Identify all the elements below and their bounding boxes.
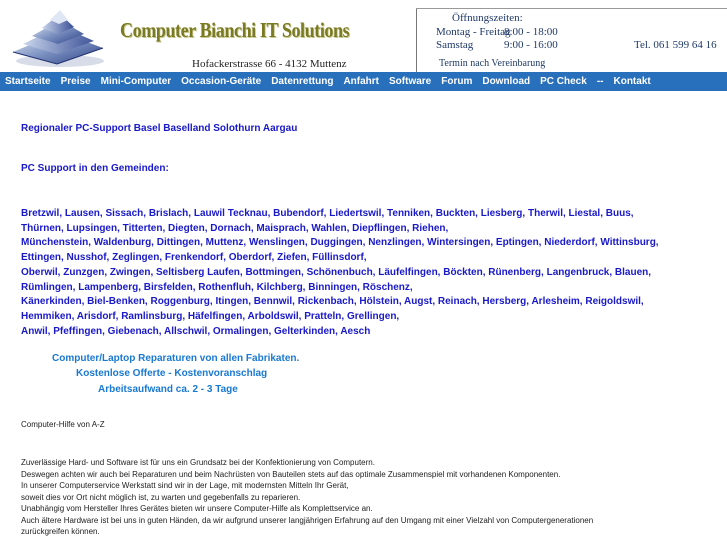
communes-line: Bretzwil, Lausen, Sissach, Brislach, Lauwil Tecknau, Bubendorf, Liedertswil, Tenniken, Buckten, Liesberg, Therwil, Liestal, Buus, (21, 208, 634, 219)
nav-preise[interactable]: Preise (60, 76, 91, 87)
communes-line: Anwil, Pfeffingen, Giebenach, Allschwil, Ormalingen, Gelterkinden, Aesch (21, 325, 371, 337)
offer-free-quote: Kostenlose Offerte - Kostenvoranschlag (76, 368, 268, 379)
main-nav (0, 72, 727, 91)
opening-hours-title: Öffnungszeiten: (452, 12, 523, 24)
nav-forum[interactable]: Forum (441, 76, 473, 87)
offer-repairs: Computer/Laptop Reparaturen von allen Fabrikaten. (52, 353, 300, 364)
nav-mini-computer[interactable]: Mini-Computer (100, 76, 172, 87)
nav-anfahrt[interactable]: Anfahrt (343, 76, 379, 87)
brand-name: Computer Bianchi IT Solutions (120, 18, 350, 42)
communes-line: Thürnen, Lupsingen, Titterten, Diegten, Dornach, Maisprach, Wahlen, Diepflingen, Riehen, (21, 222, 449, 234)
communes-heading: PC Support in den Gemeinden: (21, 163, 169, 174)
pyramid-logo-icon[interactable] (10, 8, 105, 68)
body-line: soweit dies vor Ort nicht möglich ist, zu warten und gegebenfalls zu reparieren. (21, 492, 301, 502)
hours-time: 9:00 - 16:00 (504, 39, 558, 51)
hours-day: Samstag (436, 39, 474, 51)
communes-line: Oberwil, Zunzgen, Zwingen, Seltisberg Laufen, Bottmingen, Schönenbuch, Läufelfingen, Böckten, Rünenberg, Langenbruck, Blauen, (21, 266, 652, 278)
hours-row (436, 26, 558, 38)
body-line: In unserer Computerservice Werkstatt sind wir in der Lage, mit modernsten Mitteln Ihr Gerät, (21, 481, 349, 490)
hours-day: Montag - Freitag (436, 26, 511, 38)
body-line: Auch ältere Hardware ist bei uns in guten Händen, da wir aufgrund unserer langjährigen Erfahrung auf den Umgang mit einer Vielzahl von Computergenerationen (21, 515, 594, 525)
region-heading: Regionaler PC-Support Basel Baselland Solothurn Aargau (21, 123, 298, 134)
nav-pc-check[interactable]: PC Check (540, 76, 587, 87)
communes-line: Hemmiken, Arisdorf, Ramlinsburg, Häfelfingen, Arboldswil, Pratteln, Grellingen, (21, 310, 400, 322)
phone-number: Tel. 061 599 64 16 (634, 39, 717, 51)
nav-occasion-geraete[interactable]: Occasion-Geräte (181, 76, 262, 87)
nav-datenrettung[interactable]: Datenrettung (271, 76, 334, 87)
offer-duration: Arbeitsaufwand ca. 2 - 3 Tage (98, 384, 238, 395)
body-line: Zuverlässige Hard- und Software ist für uns ein Grundsatz bei der Konfektionierung von Computern. (21, 458, 375, 467)
header-divider (416, 8, 417, 72)
communes-line: Känerkinden, Biel-Benken, Roggenburg, Itingen, Bennwil, Rickenbach, Hölstein, Augst, Reinach, Hersberg, Arlesheim, Reigoldswil, (21, 296, 644, 308)
az-title: Computer-Hilfe von A-Z (21, 420, 105, 429)
nav-download[interactable]: Download (482, 76, 531, 87)
appointment-note: Termin nach Vereinbarung (439, 58, 546, 69)
nav-separator[interactable]: -- (596, 76, 604, 87)
body-text (21, 457, 593, 538)
body-line: Deswegen achten wir auch bei Reparaturen und beim Nachrüsten von Bauteilen stets auf das optimale Zusammenspiel mit vorhandenen Komponenten. (21, 469, 561, 479)
address: Hofackerstrasse 66 - 4132 Muttenz (192, 58, 347, 70)
body-line: zurückgreifen können. (21, 527, 100, 536)
communes-line: Münchenstein, Waldenburg, Dittingen, Muttenz, Wenslingen, Duggingen, Nenzlingen, Wintersingen, Eptingen, Niederdorf, Wittinsburg, (21, 237, 659, 249)
communes-line: Rümlingen, Lampenberg, Birsfelden, Rothenfluh, Kilchberg, Binningen, Röschenz, (21, 281, 413, 293)
communes-list (21, 207, 721, 339)
nav-kontakt[interactable]: Kontakt (613, 76, 651, 87)
header-top-line (416, 8, 727, 9)
nav-software[interactable]: Software (389, 76, 432, 87)
body-line: Unabhängig vom Hersteller Ihres Gerätes bieten wir unsere Computer-Hilfe als Komplettservice an. (21, 504, 373, 513)
communes-line: Ettingen, Nusshof, Zeglingen, Frenkendorf, Oberdorf, Ziefen, Füllinsdorf, (21, 252, 367, 264)
nav-startseite[interactable]: Startseite (5, 76, 51, 87)
hours-time: 8:00 - 18:00 (504, 26, 558, 38)
site-header (0, 0, 727, 72)
hours-row (436, 39, 558, 51)
